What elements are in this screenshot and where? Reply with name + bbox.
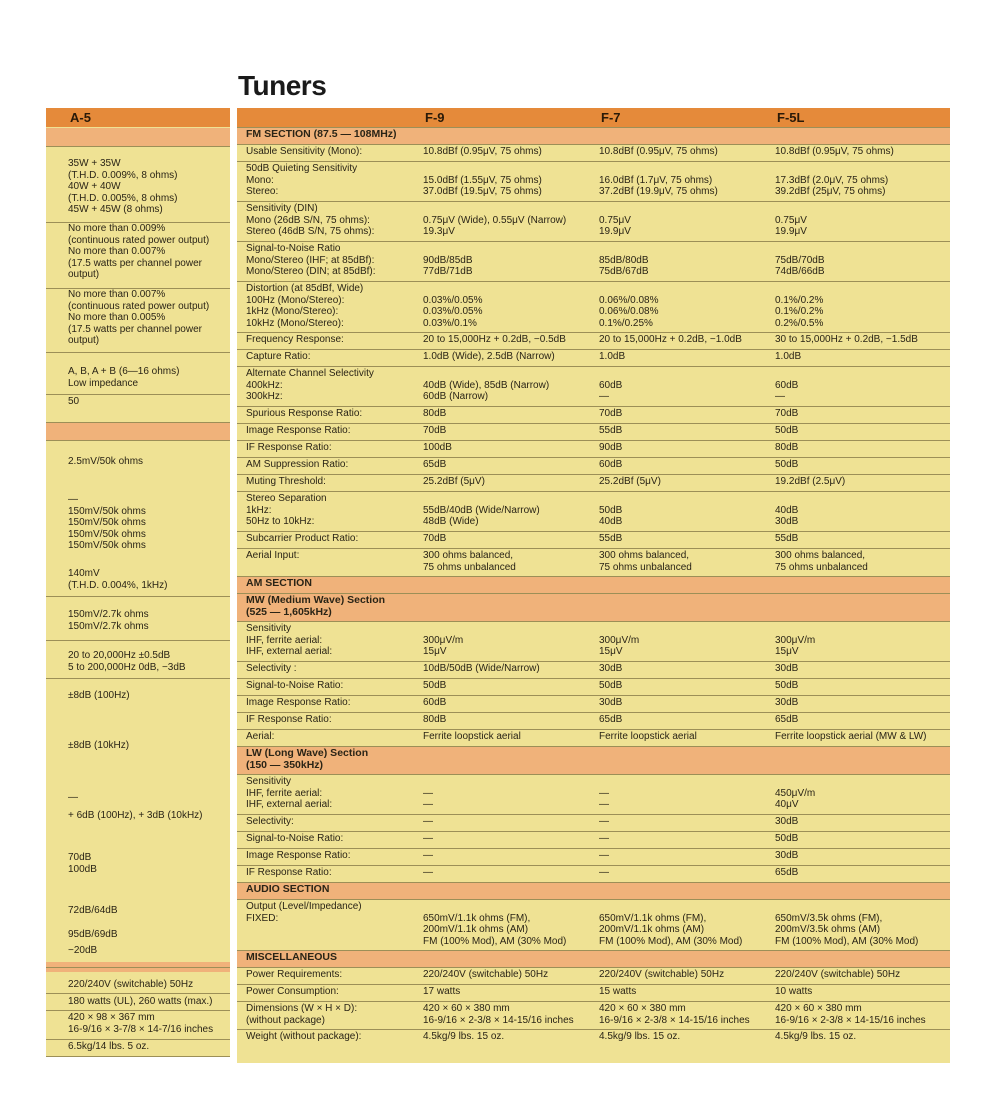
spec-label: Signal-to-Noise Ratio: bbox=[246, 680, 344, 691]
spec-value-f5l: 300 ohms balanced, 75 ohms unbalanced bbox=[775, 550, 868, 573]
spec-value-f9: — bbox=[423, 850, 433, 861]
spec-value-f7: 25.2dBf (5μV) bbox=[599, 476, 661, 487]
column-header-f9: F-9 bbox=[425, 110, 445, 125]
a5-spec-value: 180 watts (UL), 260 watts (max.) bbox=[68, 996, 213, 1007]
a5-spec-value: + 6dB (100Hz), + 3dB (10kHz) bbox=[68, 810, 203, 821]
spec-value-f5l: 220/240V (switchable) 50Hz bbox=[775, 969, 901, 980]
spec-value-f5l: 0.75μV 19.9μV bbox=[775, 214, 807, 237]
spec-value-f9: — bbox=[423, 867, 433, 878]
spec-value-f7: — — bbox=[599, 787, 609, 810]
spec-row bbox=[237, 201, 950, 241]
spec-label: Power Consumption: bbox=[246, 986, 339, 997]
spec-row bbox=[237, 984, 950, 1001]
spec-value-f9: 80dB bbox=[423, 408, 447, 419]
spec-value-f7: 650mV/1.1k ohms (FM), 200mV/1.1k ohms (AM) FM (100% Mod), AM (30% Mod) bbox=[599, 912, 743, 947]
spec-value-f5l: 50dB bbox=[775, 680, 799, 691]
spec-label: Signal-to-Noise Ratio: bbox=[246, 833, 344, 844]
spec-row bbox=[237, 695, 950, 712]
spec-label: Sensitivity IHF, ferrite aerial: IHF, external aerial: bbox=[246, 623, 333, 657]
spec-value-f9: 300 ohms balanced, 75 ohms unbalanced bbox=[423, 550, 516, 573]
spec-value-f5l: Ferrite loopstick aerial (MW & LW) bbox=[775, 731, 927, 742]
spec-value-f7: 55dB bbox=[599, 425, 623, 436]
spec-value-f7: 16.0dBf (1.7μV, 75 ohms) 37.2dBf (19.9μV, 75 ohms) bbox=[599, 174, 718, 197]
spec-value-f7: 300μV/m 15μV bbox=[599, 634, 640, 657]
spec-value-f9: 420 × 60 × 380 mm 16-9/16 × 2-3/8 × 14-15/16 inches bbox=[423, 1003, 574, 1026]
spec-value-f5l: 30dB bbox=[775, 816, 799, 827]
spec-row bbox=[237, 865, 950, 882]
spec-value-f7: 55dB bbox=[599, 533, 623, 544]
spec-value-f5l: 70dB bbox=[775, 408, 799, 419]
spec-value-f9: 0.75μV (Wide), 0.55μV (Narrow) 19.3μV bbox=[423, 214, 567, 237]
spec-value-f9: 100dB bbox=[423, 442, 452, 453]
section-band bbox=[46, 422, 230, 440]
spec-value-f9: — bbox=[423, 833, 433, 844]
column-header-f7: F-7 bbox=[601, 110, 621, 125]
spec-value-f5l: 450μV/m 40μV bbox=[775, 787, 816, 810]
a5-spec-value: No more than 0.009% (continuous rated power output) No more than 0.007% (17.5 watts per channel power output) bbox=[68, 223, 210, 280]
spec-label: Dimensions (W × H × D): (without package) bbox=[246, 1003, 358, 1026]
spec-value-f9: 4.5kg/9 lbs. 15 oz. bbox=[423, 1031, 505, 1042]
spec-value-f9: 650mV/1.1k ohms (FM), 200mV/1.1k ohms (AM) FM (100% Mod), AM (30% Mod) bbox=[423, 912, 567, 947]
spec-value-f5l: 1.0dB bbox=[775, 351, 802, 362]
a5-spec-value: 35W + 35W (T.H.D. 0.009%, 8 ohms) 40W + 40W (T.H.D. 0.005%, 8 ohms) 45W + 45W (8 ohms) bbox=[68, 158, 178, 215]
spec-value-f9: 90dB/85dB 77dB/71dB bbox=[423, 254, 473, 277]
spec-label: Image Response Ratio: bbox=[246, 697, 351, 708]
spec-label: Image Response Ratio: bbox=[246, 425, 351, 436]
spec-label: Distortion (at 85dBf, Wide) 100Hz (Mono/Stereo): 1kHz (Mono/Stereo): 10kHz (Mono/Stereo): bbox=[246, 283, 364, 329]
spec-row bbox=[237, 831, 950, 848]
spec-value-f7: 420 × 60 × 380 mm 16-9/16 × 2-3/8 × 14-15/16 inches bbox=[599, 1003, 750, 1026]
spec-row bbox=[237, 678, 950, 695]
spec-value-f7: 300 ohms balanced, 75 ohms unbalanced bbox=[599, 550, 692, 573]
section-title: MISCELLANEOUS bbox=[246, 951, 338, 963]
spec-value-f7: 30dB bbox=[599, 697, 623, 708]
spec-value-f7: — bbox=[599, 850, 609, 861]
spec-value-f5l: 50dB bbox=[775, 833, 799, 844]
a5-spec-value: 2.5mV/50k ohms bbox=[68, 456, 144, 467]
spec-value-f5l: 65dB bbox=[775, 714, 799, 725]
spec-value-f9: 0.03%/0.05% 0.03%/0.05% 0.03%/0.1% bbox=[423, 294, 483, 329]
spec-value-f7: 60dB bbox=[599, 459, 623, 470]
spec-label: Signal-to-Noise Ratio Mono/Stereo (IHF; at 85dBf): Mono/Stereo (DIN; at 85dBf): bbox=[246, 243, 376, 277]
spec-value-f9: 40dB (Wide), 85dB (Narrow) 60dB (Narrow) bbox=[423, 379, 550, 402]
section-header bbox=[237, 127, 950, 144]
spec-label: Spurious Response Ratio: bbox=[246, 408, 363, 419]
spec-label: Weight (without package): bbox=[246, 1031, 362, 1042]
spec-value-f9: 60dB bbox=[423, 697, 447, 708]
divider bbox=[46, 146, 230, 147]
spec-value-f5l: 80dB bbox=[775, 442, 799, 453]
spec-row bbox=[237, 729, 950, 746]
spec-label: Stereo Separation 1kHz: 50Hz to 10kHz: bbox=[246, 493, 327, 527]
a5-spec-value: 20 to 20,000Hz ±0.5dB 5 to 200,000Hz 0dB, −3dB bbox=[68, 650, 186, 673]
spec-value-f7: — bbox=[599, 833, 609, 844]
divider bbox=[46, 640, 230, 641]
spec-value-f5l: 650mV/3.5k ohms (FM), 200mV/3.5k ohms (AM) FM (100% Mod), AM (30% Mod) bbox=[775, 912, 919, 947]
spec-value-f9: 17 watts bbox=[423, 986, 461, 997]
spec-value-f5l: 40dB 30dB bbox=[775, 504, 799, 527]
spec-value-f9: 20 to 15,000Hz + 0.2dB, −0.5dB bbox=[423, 334, 566, 345]
spec-value-f9: 70dB bbox=[423, 533, 447, 544]
a5-spec-value: 150mV/2.7k ohms 150mV/2.7k ohms bbox=[68, 609, 149, 632]
spec-value-f7: Ferrite loopstick aerial bbox=[599, 731, 697, 742]
spec-row bbox=[237, 366, 950, 406]
spec-row bbox=[237, 548, 950, 576]
spec-value-f9: 15.0dBf (1.55μV, 75 ohms) 37.0dBf (19.5μV, 75 ohms) bbox=[423, 174, 542, 197]
spec-value-f9: 220/240V (switchable) 50Hz bbox=[423, 969, 549, 980]
spec-value-f5l: 60dB — bbox=[775, 379, 799, 402]
spec-value-f9: 70dB bbox=[423, 425, 447, 436]
spec-value-f7: 220/240V (switchable) 50Hz bbox=[599, 969, 725, 980]
spec-value-f5l: 0.1%/0.2% 0.1%/0.2% 0.2%/0.5% bbox=[775, 294, 824, 329]
spec-value-f9: 55dB/40dB (Wide/Narrow) 48dB (Wide) bbox=[423, 504, 540, 527]
spec-value-f5l: 300μV/m 15μV bbox=[775, 634, 816, 657]
a5-spec-value: ±8dB (10kHz) bbox=[68, 740, 130, 751]
spec-value-f7: 0.75μV 19.9μV bbox=[599, 214, 631, 237]
spec-value-f7: 60dB — bbox=[599, 379, 623, 402]
column-header-f5l: F-5L bbox=[777, 110, 805, 125]
spec-row bbox=[237, 161, 950, 201]
section-header bbox=[237, 950, 950, 967]
spec-label: Sensitivity (DIN) Mono (26dB S/N, 75 ohms): Stereo (46dB S/N, 75 ohms): bbox=[246, 203, 375, 237]
spec-value-f7: 1.0dB bbox=[599, 351, 626, 362]
spec-value-f5l: 75dB/70dB 74dB/66dB bbox=[775, 254, 825, 277]
spec-value-f9: — — bbox=[423, 787, 433, 810]
spec-value-f7: 50dB 40dB bbox=[599, 504, 623, 527]
spec-row bbox=[237, 848, 950, 865]
column-header-row bbox=[237, 108, 950, 127]
spec-value-f9: 65dB bbox=[423, 459, 447, 470]
spec-row bbox=[237, 774, 950, 814]
tuner-spec-table bbox=[237, 108, 950, 1063]
spec-label: Selectivity: bbox=[246, 816, 294, 827]
divider bbox=[46, 352, 230, 353]
spec-value-f7: 15 watts bbox=[599, 986, 637, 997]
spec-row bbox=[237, 621, 950, 661]
spec-value-f7: 30dB bbox=[599, 663, 623, 674]
spec-row bbox=[237, 531, 950, 548]
spec-value-f5l: 50dB bbox=[775, 459, 799, 470]
a5-spec-value: No more than 0.007% (continuous rated power output) No more than 0.005% (17.5 watts per channel power output) bbox=[68, 289, 210, 346]
spec-value-f5l: 30 to 15,000Hz + 0.2dB, −1.5dB bbox=[775, 334, 918, 345]
a5-spec-value: 420 × 98 × 367 mm 16-9/16 × 3-7/8 × 14-7/16 inches bbox=[68, 1012, 214, 1035]
spec-row bbox=[237, 144, 950, 161]
spec-label: IF Response Ratio: bbox=[246, 867, 332, 878]
spec-label: Aerial: bbox=[246, 731, 275, 742]
spec-value-f5l: 10 watts bbox=[775, 986, 813, 997]
spec-row bbox=[237, 440, 950, 457]
spec-label: Power Requirements: bbox=[246, 969, 343, 980]
a5-spec-value: −20dB bbox=[68, 945, 98, 956]
spec-label: AM Suppression Ratio: bbox=[246, 459, 349, 470]
a5-header: A-5 bbox=[46, 108, 230, 127]
spec-value-f7: 70dB bbox=[599, 408, 623, 419]
spec-value-f9: 1.0dB (Wide), 2.5dB (Narrow) bbox=[423, 351, 555, 362]
spec-row bbox=[237, 349, 950, 366]
spec-value-f7: 65dB bbox=[599, 714, 623, 725]
divider bbox=[46, 678, 230, 679]
spec-row bbox=[237, 899, 950, 950]
a5-spec-value: 50 bbox=[68, 396, 80, 407]
spec-value-f7: 50dB bbox=[599, 680, 623, 691]
spec-value-f5l: 30dB bbox=[775, 697, 799, 708]
section-band bbox=[46, 128, 230, 146]
spec-value-f9: Ferrite loopstick aerial bbox=[423, 731, 521, 742]
spec-value-f9: 25.2dBf (5μV) bbox=[423, 476, 485, 487]
a5-spec-value: — bbox=[68, 792, 78, 803]
spec-label: Usable Sensitivity (Mono): bbox=[246, 146, 363, 157]
section-title: MW (Medium Wave) Section (525 — 1,605kHz) bbox=[246, 594, 386, 618]
divider bbox=[46, 422, 230, 423]
section-header bbox=[237, 576, 950, 593]
spec-value-f5l: 10.8dBf (0.95μV, 75 ohms) bbox=[775, 146, 894, 157]
spec-row bbox=[237, 712, 950, 729]
spec-row bbox=[237, 661, 950, 678]
spec-value-f7: 90dB bbox=[599, 442, 623, 453]
spec-value-f9: 50dB bbox=[423, 680, 447, 691]
spec-label: Capture Ratio: bbox=[246, 351, 311, 362]
a5-spec-value: 95dB/69dB bbox=[68, 929, 118, 940]
spec-label: Alternate Channel Selectivity 400kHz: 300kHz: bbox=[246, 368, 374, 402]
spec-label: Aerial Input: bbox=[246, 550, 300, 561]
section-header bbox=[237, 882, 950, 899]
spec-row bbox=[237, 491, 950, 531]
spec-row bbox=[237, 967, 950, 984]
divider bbox=[46, 596, 230, 597]
section-title: LW (Long Wave) Section (150 — 350kHz) bbox=[246, 747, 369, 771]
a5-spec-value: A, B, A + B (6—16 ohms) Low impedance bbox=[68, 366, 180, 389]
spec-value-f7: 0.06%/0.08% 0.06%/0.08% 0.1%/0.25% bbox=[599, 294, 659, 329]
a5-spec-value: 72dB/64dB bbox=[68, 905, 118, 916]
spec-label: IF Response Ratio: bbox=[246, 442, 332, 453]
spec-value-f5l: 30dB bbox=[775, 663, 799, 674]
page-title: Tuners bbox=[238, 70, 327, 101]
divider bbox=[46, 1056, 230, 1057]
spec-value-f7: — bbox=[599, 867, 609, 878]
spec-label: Muting Threshold: bbox=[246, 476, 326, 487]
spec-value-f9: 10dB/50dB (Wide/Narrow) bbox=[423, 663, 540, 674]
spec-row bbox=[237, 241, 950, 281]
a5-spec-value: ±8dB (100Hz) bbox=[68, 690, 130, 701]
divider bbox=[46, 993, 230, 994]
spec-value-f7: 20 to 15,000Hz + 0.2dB, −1.0dB bbox=[599, 334, 742, 345]
spec-label: Output (Level/Impedance) FIXED: bbox=[246, 901, 362, 924]
divider bbox=[46, 1010, 230, 1011]
section-header bbox=[237, 593, 950, 621]
spec-value-f5l: 55dB bbox=[775, 533, 799, 544]
spec-value-f7: 10.8dBf (0.95μV, 75 ohms) bbox=[599, 146, 718, 157]
section-title: AUDIO SECTION bbox=[246, 883, 330, 895]
spec-row bbox=[237, 1001, 950, 1029]
section-title: AM SECTION bbox=[246, 577, 312, 589]
spec-label: 50dB Quieting Sensitivity Mono: Stereo: bbox=[246, 163, 358, 197]
spec-row bbox=[237, 423, 950, 440]
spec-label: Selectivity : bbox=[246, 663, 297, 674]
spec-value-f9: 300μV/m 15μV bbox=[423, 634, 464, 657]
spec-row bbox=[237, 332, 950, 349]
spec-label: IF Response Ratio: bbox=[246, 714, 332, 725]
spec-value-f5l: 30dB bbox=[775, 850, 799, 861]
divider bbox=[46, 967, 230, 968]
spec-row bbox=[237, 406, 950, 423]
spec-value-f5l: 65dB bbox=[775, 867, 799, 878]
spec-value-f5l: 420 × 60 × 380 mm 16-9/16 × 2-3/8 × 14-15/16 inches bbox=[775, 1003, 926, 1026]
spec-value-f5l: 50dB bbox=[775, 425, 799, 436]
spec-value-f9: 10.8dBf (0.95μV, 75 ohms) bbox=[423, 146, 542, 157]
spec-label: Frequency Response: bbox=[246, 334, 344, 345]
spec-row bbox=[237, 814, 950, 831]
spec-row bbox=[237, 457, 950, 474]
spec-label: Sensitivity IHF, ferrite aerial: IHF, external aerial: bbox=[246, 776, 333, 810]
spec-row bbox=[237, 474, 950, 491]
spec-value-f7: 85dB/80dB 75dB/67dB bbox=[599, 254, 649, 277]
spec-value-f5l: 19.2dBf (2.5μV) bbox=[775, 476, 846, 487]
spec-value-f5l: 4.5kg/9 lbs. 15 oz. bbox=[775, 1031, 857, 1042]
a5-spec-value: 140mV (T.H.D. 0.004%, 1kHz) bbox=[68, 568, 168, 591]
a5-spec-value: 6.5kg/14 lbs. 5 oz. bbox=[68, 1041, 150, 1052]
spec-value-f7: 4.5kg/9 lbs. 15 oz. bbox=[599, 1031, 681, 1042]
spec-label: Subcarrier Product Ratio: bbox=[246, 533, 359, 544]
a5-column bbox=[46, 108, 230, 1056]
divider bbox=[46, 1039, 230, 1040]
section-title: FM SECTION (87.5 — 108MHz) bbox=[246, 128, 397, 140]
a5-spec-value: — 150mV/50k ohms 150mV/50k ohms 150mV/50k ohms 150mV/50k ohms bbox=[68, 494, 146, 551]
spec-value-f9: 80dB bbox=[423, 714, 447, 725]
a5-spec-value: 220/240V (switchable) 50Hz bbox=[68, 979, 194, 990]
divider bbox=[46, 440, 230, 441]
spec-value-f5l: 17.3dBf (2.0μV, 75 ohms) 39.2dBf (25μV, 75 ohms) bbox=[775, 174, 889, 197]
a5-spec-value: 70dB 100dB bbox=[68, 852, 97, 875]
spec-value-f7: — bbox=[599, 816, 609, 827]
section-header bbox=[237, 746, 950, 774]
spec-label: Image Response Ratio: bbox=[246, 850, 351, 861]
spec-row bbox=[237, 1029, 950, 1046]
spec-value-f9: — bbox=[423, 816, 433, 827]
divider bbox=[46, 394, 230, 395]
spec-row bbox=[237, 281, 950, 332]
